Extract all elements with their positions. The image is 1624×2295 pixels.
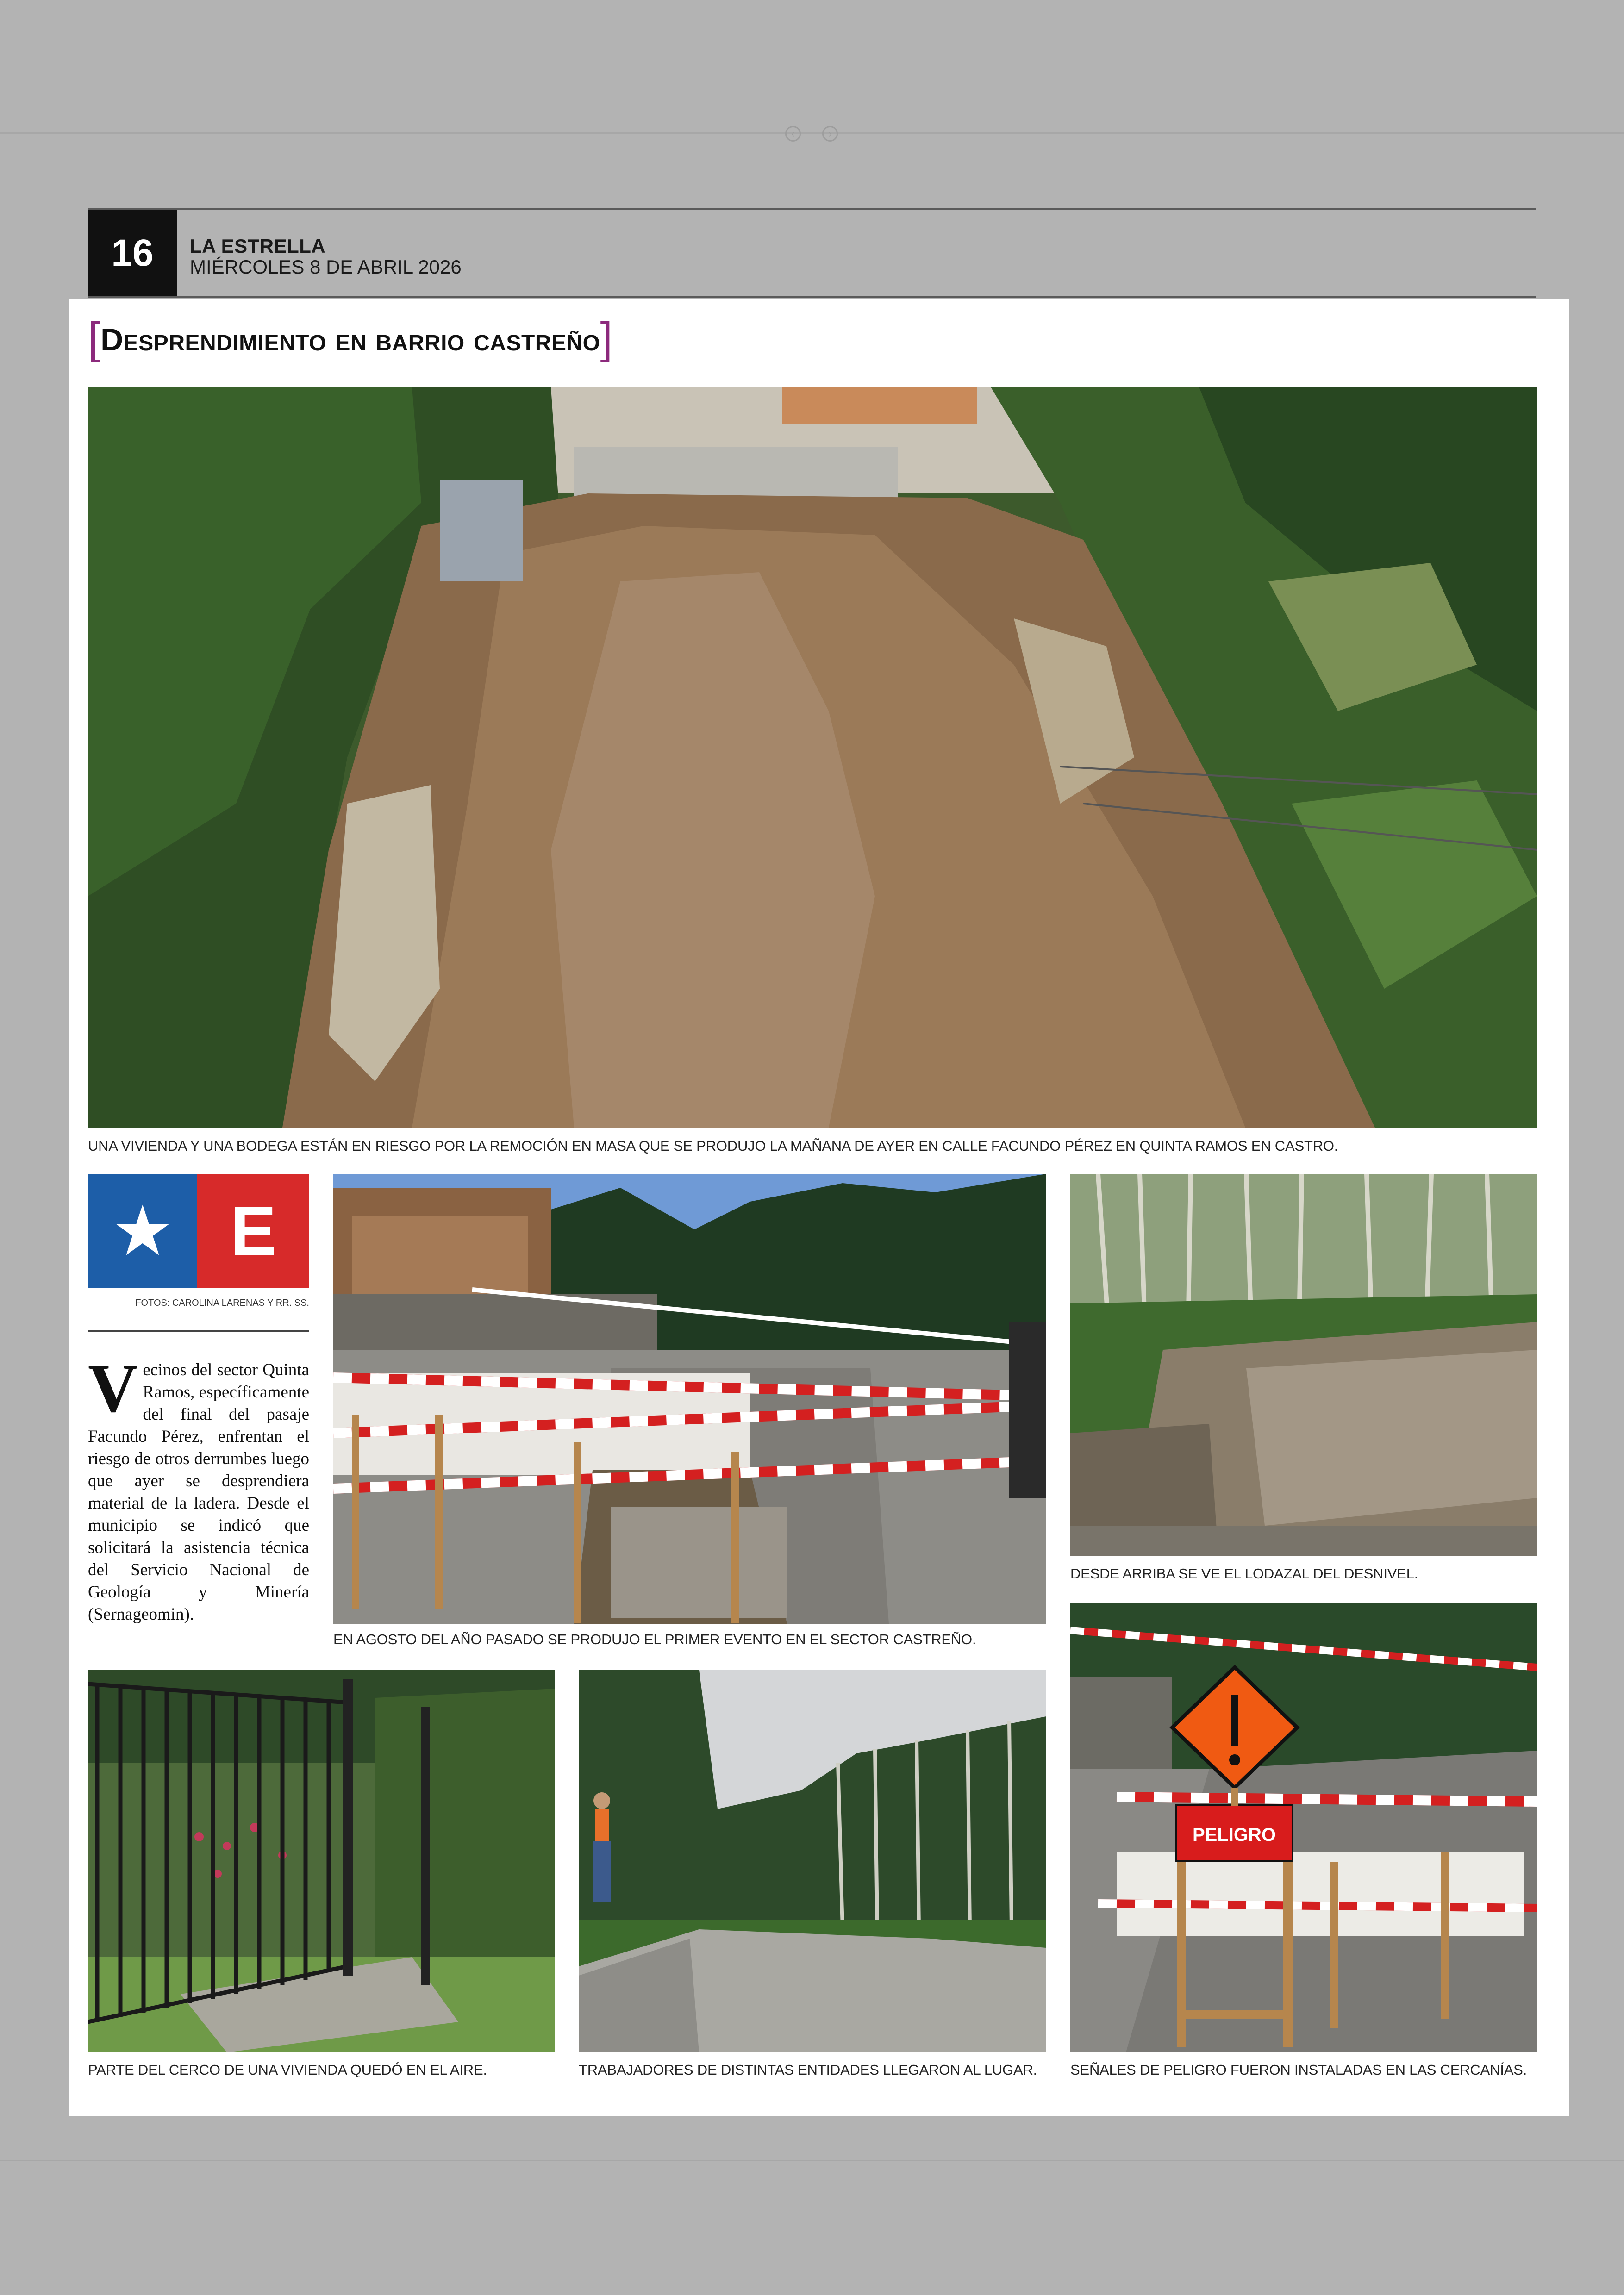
photo-landslide xyxy=(88,387,1537,1128)
header-rule xyxy=(88,296,1536,298)
caption-mud: DESDE ARRIBA SE VE EL LODAZAL DEL DESNIVEL. xyxy=(1070,1565,1418,1582)
article-body-text: ecinos del sector Quinta Ramos, específicamente del final del pasaje Facundo Pérez, enfrentan el riesgo de otros derrumbes luego que ayer se desprendiera material de la ladera. Desde el municipio se indicó que solicitará la asistencia técnica del Servicio Nacional de Geología y Minería (Sernageomin). xyxy=(88,1360,309,1624)
photo-barrier xyxy=(333,1174,1046,1624)
star-icon: ★ xyxy=(111,1192,174,1270)
headline xyxy=(88,313,613,364)
header-rule xyxy=(88,208,1536,210)
credit-rule xyxy=(88,1330,309,1332)
caption-workers: TRABAJADORES DE DISTINTAS ENTIDADES LLEGARON AL LUGAR. xyxy=(579,2062,1037,2078)
caption-barrier: EN AGOSTO DEL AÑO PASADO SE PRODUJO EL PRIMER EVENTO EN EL SECTOR CASTREÑO. xyxy=(333,1631,976,1647)
newspaper-name: LA ESTRELLA xyxy=(190,235,326,257)
newspaper-logo xyxy=(88,1174,309,1288)
viewer-toolbar xyxy=(0,0,1624,133)
drop-cap: V xyxy=(88,1350,138,1427)
caption-fence: PARTE DEL CERCO DE UNA VIVIENDA QUEDÓ EN EL AIRE. xyxy=(88,2062,487,2078)
headline-bracket-right: ] xyxy=(600,313,613,363)
viewer-bottom-divider xyxy=(0,2160,1624,2161)
logo-letter: E xyxy=(230,1192,277,1270)
headline-text: Desprendimiento en barrio castreño xyxy=(100,322,600,357)
newspaper-page xyxy=(69,299,1569,2116)
chevron-left-icon[interactable]: ‹ xyxy=(785,126,801,142)
photo-signs xyxy=(1070,1603,1537,2052)
caption-main: UNA VIVIENDA Y UNA BODEGA ESTÁN EN RIESGO POR LA REMOCIÓN EN MASA QUE SE PRODUJO LA MAÑANA DE AYER EN CALLE FACUNDO PÉREZ EN QUINTA RAMOS EN CASTRO. xyxy=(88,1138,1338,1154)
chevron-right-icon[interactable]: › xyxy=(822,126,838,142)
photo-fence xyxy=(88,1670,555,2052)
viewer-divider xyxy=(0,132,1624,134)
caption-signs: SEÑALES DE PELIGRO FUERON INSTALADAS EN LAS CERCANÍAS. xyxy=(1070,2062,1527,2078)
sign-label: PELIGRO xyxy=(1192,1825,1276,1845)
photo-credit: FOTOS: CAROLINA LARENAS Y RR. SS. xyxy=(135,1298,309,1308)
headline-bracket-left: [ xyxy=(88,313,101,363)
photo-mud xyxy=(1070,1174,1537,1556)
page-number: 16 xyxy=(88,210,177,296)
article-body xyxy=(88,1350,309,1626)
issue-date: MIÉRCOLES 8 DE ABRIL 2026 xyxy=(190,256,462,278)
photo-workers xyxy=(579,1670,1046,2052)
